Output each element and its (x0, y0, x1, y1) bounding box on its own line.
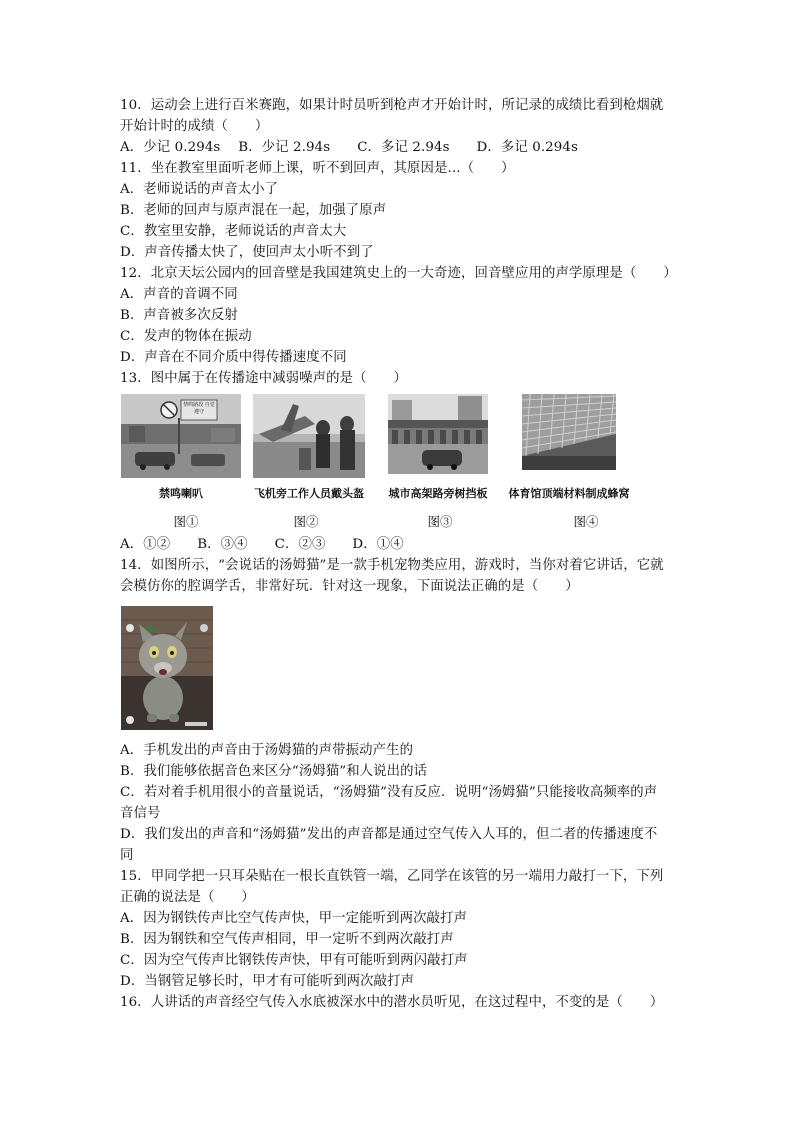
q11-option-c: C．教室里安静，老师说话的声音太大 (120, 224, 347, 239)
q12-option-b: B．声音被多次反射 (120, 308, 238, 323)
q14-option-d-line1: D．我们发出的声音和“汤姆猫”发出的声音都是通过空气传入人耳的，但二者的传播速度不 (120, 827, 658, 842)
figure-3-label: 图③ (427, 514, 453, 529)
q12-option-d: D．声音在不同介质中得传播速度不同 (120, 350, 347, 365)
q12-option-c: C．发声的物体在振动 (120, 329, 252, 344)
q14-option-d-line2: 同 (120, 848, 134, 863)
q14-option-c-line1: C．若对着手机用很小的音量说话，“汤姆猫”没有反应．说明“汤姆猫”只能接收高频率的声 (120, 785, 658, 800)
q15-option-b: B．因为钢铁和空气传声相同，甲一定听不到两次敲打声 (120, 932, 454, 947)
q14-option-c-line2: 音信号 (120, 806, 161, 821)
q14-option-a: A．手机发出的声音由于汤姆猫的声带振动产生的 (120, 743, 414, 758)
q14-stem-line2: 会模仿你的腔调学舌，非常好玩．针对这一现象，下面说法正确的是（ ） (120, 579, 579, 594)
q14-stem-line1: 14．如图所示，“会说话的汤姆猫”是一款手机宠物类应用，游戏时，当你对着它讲话，它就 (120, 558, 664, 573)
q15-option-c: C．因为空气传声比钢铁传声快，甲有可能听到两闪敲打声 (120, 953, 468, 968)
no-honking-sign-text: 禁鸣路段 自觉遵守 (183, 402, 215, 415)
figure-4-caption: 体育馆顶端材料制成蜂窝 (508, 487, 630, 500)
q11-option-a: A．老师说话的声音太小了 (120, 182, 279, 197)
q11-stem: 11．坐在教室里面听老师上课，听不到回声，其原因是...（ ） (120, 161, 515, 176)
q11-option-d: D．声音传播太快了，使回声太小听不到了 (120, 245, 374, 260)
figure-1-caption: 禁鸣喇叭 (159, 487, 203, 500)
figure-2-caption: 飞机旁工作人员戴头盔 (254, 487, 364, 500)
photo-no-honking (121, 394, 241, 478)
photo-airplane-crew (253, 394, 365, 478)
q12-option-a: A．声音的音调不同 (120, 287, 238, 302)
photo-honeycomb-ceiling (522, 394, 616, 470)
q15-option-d: D．当钢管足够长时，甲才有可能听到两次敲打声 (120, 974, 415, 989)
q16-stem: 16．人讲话的声音经空气传入水底被深水中的潜水员听见，在这过程中，不变的是（ ） (120, 995, 664, 1010)
figure-4-label: 图④ (573, 514, 599, 529)
q10-stem-line1: 10．运动会上进行百米赛跑，如果计时员听到枪声才开始计时，所记录的成绩比看到枪烟就 (120, 98, 664, 113)
q10-stem-line2: 开始计时的成绩（ ） (120, 119, 269, 134)
q13-options: A．①② B．③④ C．②③ D．①④ (120, 537, 404, 552)
q12-stem: 12．北京天坛公园内的回音壁是我国建筑史上的一大奇迹，回音壁应用的声学原理是（ ） (120, 266, 677, 281)
q15-option-a: A．因为钢铁传声比空气传声快，甲一定能听到两次敲打声 (120, 911, 468, 926)
photo-talking-tom-cat (121, 606, 213, 730)
figure-2-label: 图② (293, 514, 319, 529)
q15-stem-line1: 15．甲同学把一只耳朵贴在一根长直铁管一端，乙同学在该管的另一端用力敲打一下，下列 (120, 869, 664, 884)
q14-option-b: B．我们能够依据音色来区分“汤姆猫”和人说出的话 (120, 764, 428, 779)
figure-1-label: 图① (173, 514, 199, 529)
figure-3-caption: 城市高架路旁树挡板 (388, 487, 488, 500)
q13-stem: 13．图中属于在传播途中减弱噪声的是（ ） (120, 371, 408, 386)
q10-options: A．少记 0.294s B．少记 2.94s C．多记 2.94s D．多记 0.294s (120, 140, 579, 155)
q11-option-b: B．老师的回声与原声混在一起，加强了原声 (120, 203, 387, 218)
photo-elevated-road (388, 394, 488, 474)
q15-stem-line2: 正确的说法是（ ） (120, 890, 255, 905)
